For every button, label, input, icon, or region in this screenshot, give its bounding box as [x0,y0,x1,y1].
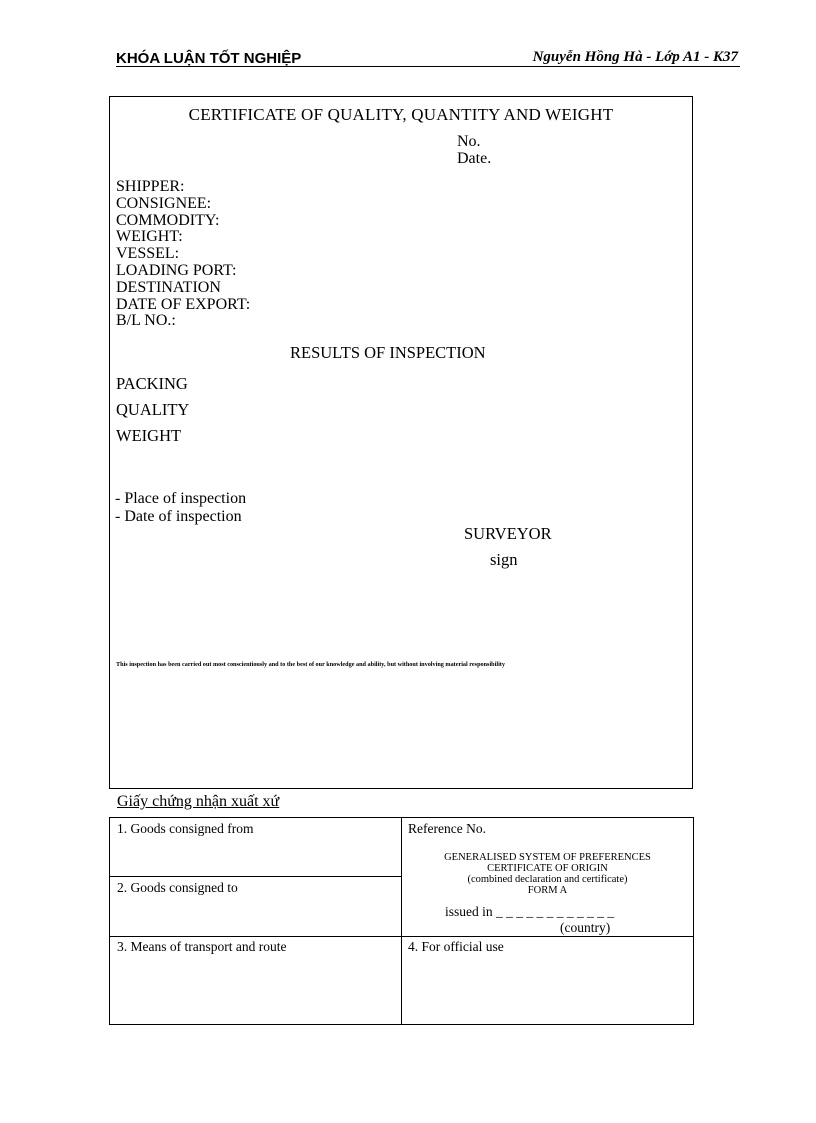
field-bl-number: B/L NO.: [116,312,176,330]
certificate-title: CERTIFICATE OF QUALITY, QUANTITY AND WEIGHT [188,105,614,124]
surveyor-label: SURVEYOR [464,524,552,543]
inspection-details [115,490,246,525]
shipment-fields [116,179,250,330]
origin-section-title: Giấy chứng nhận xuất xứ [117,793,280,810]
row-divider-left [110,876,401,877]
combined-declaration-line: (combined declaration and certificate) [467,874,628,885]
date-of-inspection: - Date of inspection [115,507,242,525]
goods-to-label: 2. Goods consigned to [117,880,238,895]
field-weight: WEIGHT: [116,228,183,246]
result-weight: WEIGHT [116,426,182,445]
form-a-line: FORM A [527,885,568,896]
field-vessel: VESSEL: [116,245,180,263]
goods-from-label: 1. Goods consigned from [117,821,254,836]
reference-label: Reference No. [408,821,486,836]
result-packing: PACKING [116,374,188,393]
transport-label: 3. Means of transport and route [117,939,287,954]
form-a-heading [402,852,693,896]
number-date-block [457,133,491,167]
date-label: Date. [457,150,492,167]
results-title: RESULTS OF INSPECTION [290,343,486,362]
results-list [116,371,189,449]
field-destination: DESTINATION [116,278,221,296]
certificate-footnote: This inspection has been carried out most conscientiously and to the best of our knowledge and ability, but without involving material responsibility [116,661,505,668]
official-use-label: 4. For official use [408,939,504,954]
header-author: Nguyễn Hồng Hà - Lớp A1 - K37 [532,49,738,65]
column-divider [401,818,402,1024]
field-shipper: SHIPPER: [116,178,185,195]
certificate-of-origin-form [109,817,694,1025]
field-date-of-export: DATE OF EXPORT: [116,295,251,313]
gsp-line: GENERALISED SYSTEM OF PREFERENCES [444,852,651,863]
header-rule [116,66,740,67]
field-consignee: CONSIGNEE: [116,194,212,212]
result-quality: QUALITY [116,400,190,419]
issued-in-label: issued in _ _ _ _ _ _ _ _ _ _ _ _ [445,904,615,919]
number-label: No. [457,133,481,150]
field-commodity: COMMODITY: [116,211,220,229]
row-divider-full [110,936,693,937]
certificate-of-origin-line: CERTIFICATE OF ORIGIN [487,863,608,874]
header-title: KHÓA LUẬN TỐT NGHIỆP [116,50,302,67]
quality-certificate-form [109,96,693,789]
country-label: (country) [560,920,611,935]
field-loading-port: LOADING PORT: [116,261,237,279]
place-of-inspection: - Place of inspection [115,490,247,507]
sign-label: sign [490,550,518,569]
